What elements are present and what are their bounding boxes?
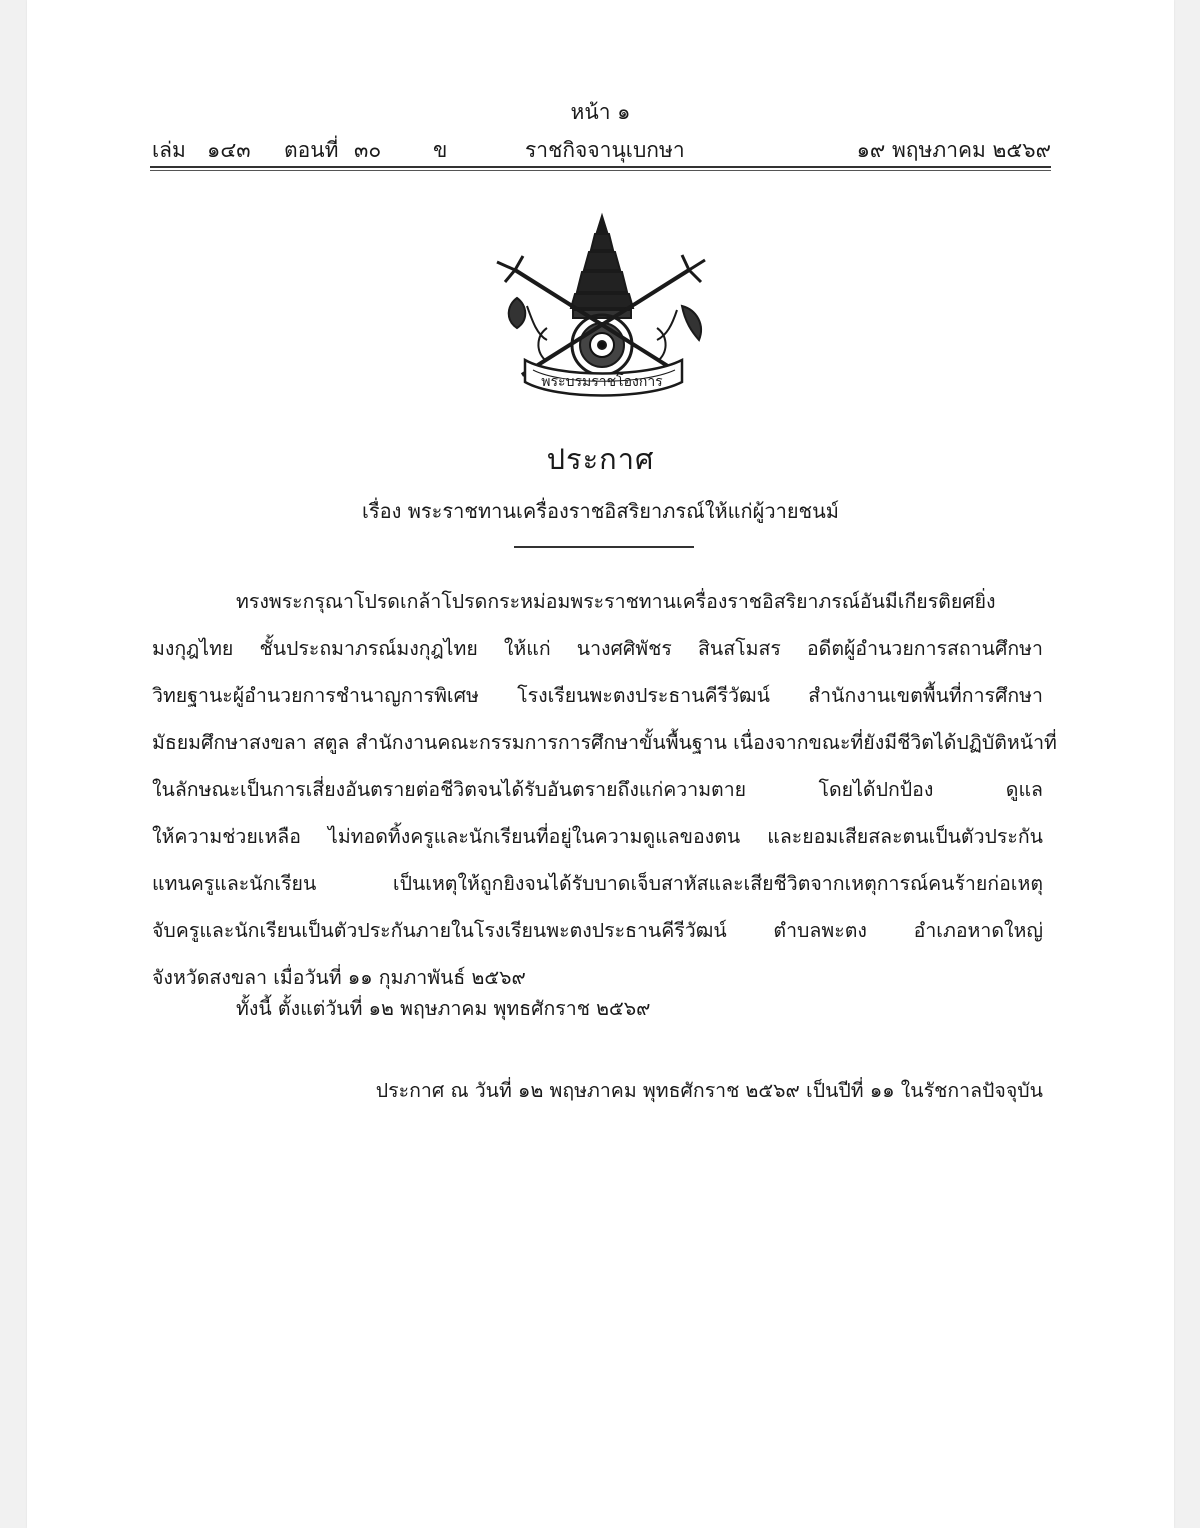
body-line: จังหวัดสงขลา เมื่อวันที่ ๑๑ กุมภาพันธ์ ๒๕๖๙ (152, 966, 526, 989)
body-line: ในลักษณะเป็นการเสี่ยงอันตรายต่อชีวิตจนได้รับอันตรายถึงแก่ความตาย โดยได้ปกป้อง ดูแล (152, 778, 1043, 801)
body-line: มงกุฎไทย ชั้นประถมาภรณ์มงกุฎไทย ให้แก่ นางศศิพัชร สินสโมสร อดีตผู้อำนวยการสถานศึกษา (152, 637, 1043, 660)
volume-number: ๑๔๓ (207, 138, 251, 162)
issue-suffix: ข (433, 138, 448, 162)
issue-label: ตอนที่ (284, 138, 339, 162)
body-line: มัธยมศึกษาสงขลา สตูล สำนักงานคณะกรรมการการศึกษาขั้นพื้นฐาน เนื่องจากขณะที่ยังมีชีวิตได้ปฏิบัติหน้าที่ (152, 731, 1057, 754)
body-line: จับครูและนักเรียนเป็นตัวประกันภายในโรงเรียนพะตงประธานคีรีวัฒน์ ตำบลพะตง อำเภอหาดใหญ่ (152, 919, 1043, 942)
body-line: ทรงพระกรุณาโปรดเกล้าโปรดกระหม่อมพระราชทานเครื่องราชอิสริยาภรณ์อันมีเกียรติยศยิ่ง (236, 590, 996, 613)
volume-label: เล่ม (152, 138, 186, 162)
document-title: ประกาศ (546, 442, 655, 476)
gazette-name: ราชกิจจานุเบกษา (525, 138, 685, 162)
header-rule-thick (150, 166, 1051, 168)
gazette-header (152, 134, 1051, 164)
publication-date: ๑๙ พฤษภาคม ๒๕๖๙ (856, 138, 1051, 162)
body-line: แทนครูและนักเรียน เป็นเหตุให้ถูกยิงจนได้รับบาดเจ็บสาหัสและเสียชีวิตจากเหตุการณ์คนร้ายก่อเหตุ (152, 872, 1043, 895)
body-line: ให้ความช่วยเหลือ ไม่ทอดทิ้งครูและนักเรียนที่อยู่ในความดูแลของตน และยอมเสียสละตนเป็นตัวประกัน (152, 825, 1043, 848)
header-rule-thin (150, 170, 1051, 171)
seal-inscription: พระบรมราชโองการ (541, 374, 663, 390)
effective-date-line: ทั้งนี้ ตั้งแต่วันที่ ๑๒ พฤษภาคม พุทธศักราช ๒๕๖๙ (236, 997, 651, 1020)
subject-divider (514, 546, 694, 548)
body-line: วิทยฐานะผู้อำนวยการชำนาญการพิเศษ โรงเรียนพะตงประธานคีรีวัฒน์ สำนักงานเขตพื้นที่การศึกษา (152, 684, 1043, 707)
document-subject: เรื่อง พระราชทานเครื่องราชอิสริยาภรณ์ให้แก่ผู้วายชนม์ (362, 499, 839, 523)
royal-seal-icon (477, 210, 727, 410)
issue-number: ๓๐ (354, 138, 382, 162)
closing-statement: ประกาศ ณ วันที่ ๑๒ พฤษภาคม พุทธศักราช ๒๕๖๙ เป็นปีที่ ๑๑ ในรัชกาลปัจจุบัน (375, 1079, 1043, 1102)
gazette-page (27, 0, 1174, 1528)
page-number: หน้า ๑ (570, 100, 631, 124)
